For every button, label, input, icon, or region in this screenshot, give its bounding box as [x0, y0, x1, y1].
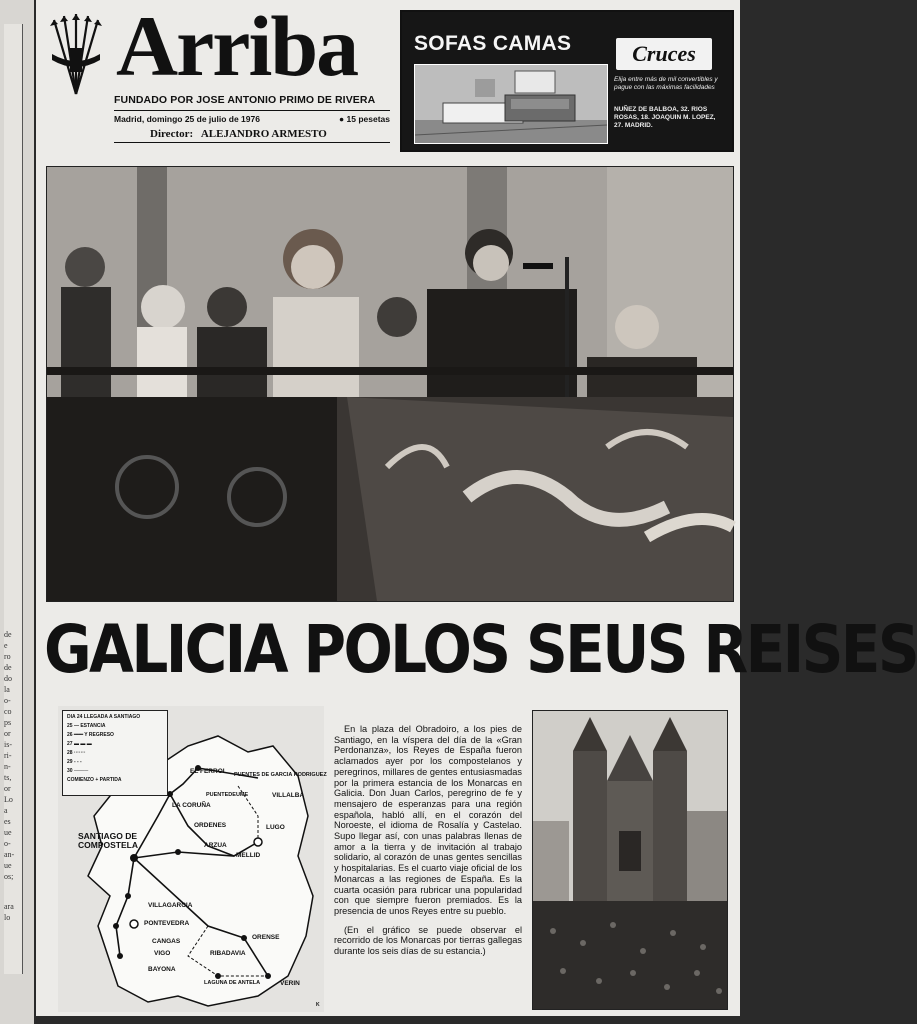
- adjacent-text-fragment: de: [4, 630, 12, 639]
- legend-row: [67, 713, 163, 722]
- map-place-label: BAYONA: [148, 966, 176, 973]
- adjacent-text-fragment: de: [4, 663, 12, 672]
- royal-balcony-photo: [46, 166, 734, 602]
- adjacent-text-fragment: os;: [4, 872, 14, 881]
- adjacent-text-fragment: co: [4, 707, 12, 716]
- ad-addresses: NUÑEZ DE BALBOA, 32. RIOS ROSAS, 18. JOAQUIN M. LOPEZ, 27. MADRID.: [614, 106, 716, 129]
- founder-line: FUNDADO POR JOSE ANTONIO PRIMO DE RIVERA: [114, 94, 376, 106]
- legend-footer: COMIENZO + PARTIDA: [67, 777, 122, 783]
- legend-day: DIA 24: [67, 714, 83, 720]
- adjacent-text-fragment: ts,: [4, 773, 12, 782]
- galicia-route-map: [58, 706, 327, 1012]
- adjacent-text-fragment: do: [4, 674, 12, 683]
- legend-row: 30 ────: [67, 768, 89, 774]
- adjacent-page-edge: [0, 0, 34, 1024]
- map-place-label: VILLAGARCIA: [148, 902, 193, 909]
- legend-row: 26 ━━━ Y REGRESO: [67, 732, 114, 738]
- lead-article: [334, 724, 522, 957]
- newspaper-front-page: [36, 0, 917, 1016]
- adjacent-text-fragment: a: [4, 806, 8, 815]
- legend-row: 27 ▬ ▬ ▬: [67, 741, 92, 747]
- map-place-label: EL FERROL: [190, 768, 227, 775]
- masthead: [114, 0, 390, 143]
- date-price-line: [114, 110, 390, 124]
- santiago-cathedral-photo: [532, 710, 728, 1010]
- adjacent-text-fragment: n-: [4, 762, 11, 771]
- ad-sofa-photo: [414, 64, 608, 144]
- map-place-label: LUGO: [266, 824, 285, 831]
- map-place-label: PUENTES DE GARCIA RODRIGUEZ: [234, 772, 327, 778]
- legend-text: LLEGADA A SANTIAGO: [83, 714, 141, 720]
- adjacent-text-fragment: an-: [4, 850, 15, 859]
- ad-offer-text: Elija entre más de mil convertibles y pague con las máximas facilidades: [614, 76, 718, 91]
- map-place-label: VILLALBA: [272, 792, 305, 799]
- adjacent-text-fragment: or: [4, 729, 11, 738]
- map-corner-mark: K: [316, 1002, 320, 1008]
- map-place-label: PONTEVEDRA: [144, 920, 190, 927]
- main-headline: GALICIA POLOS SEUS REISES: [44, 611, 917, 688]
- adjacent-text-fragment: ro: [4, 652, 11, 661]
- map-place-label: LA CORUÑA: [172, 802, 211, 809]
- legend-text: Y REGRESO: [84, 732, 114, 738]
- legend-row: 28 ·······: [67, 750, 86, 756]
- ad-title: SOFAS CAMAS: [414, 32, 572, 55]
- map-place-label: PUENTEDEUME: [206, 792, 249, 798]
- adjacent-text-fragment: ri-: [4, 751, 12, 760]
- map-place-label: ARZUA: [204, 842, 227, 849]
- legend-day: 30: [67, 768, 73, 774]
- ad-brand-logo: Cruces: [616, 38, 712, 70]
- yoke-and-arrows-emblem-icon: [46, 8, 106, 98]
- adjacent-text-fragment: o-: [4, 696, 11, 705]
- director-name: ALEJANDRO ARMESTO: [200, 128, 327, 140]
- legend-day: 27: [67, 741, 73, 747]
- map-place-label: LAGUNA DE ANTELA: [204, 980, 261, 986]
- adjacent-text-fragment: e: [4, 641, 8, 650]
- adjacent-text-fragment: es: [4, 817, 11, 826]
- adjacent-text-fragment: is-: [4, 740, 12, 749]
- legend-row: 29 - - -: [67, 759, 82, 765]
- article-paragraph: En la plaza del Obradoiro, a los pies de Santiago, en la víspera del día de la «Gran Perdonanza», los Reyes de España fueron aclamados ayer por los compostelanos y peregrinos, millares de gentes entusiasmadas por la primera estancia de los Monarcas en Galicia. Don Juan Carlos, peregrino de fe y mensajero de esperanzas para una región española, habló allí, en el corazón del Noroeste, el idioma de Rosalía y Castelao. Supo llegar así, con unas palabras llenas de amor a la tierra y de invitación al trabajo solidario, al corazón de unas gentes sencillas y hospitalarias. Es el cuarto viaje oficial de los Monarcas a las regiones de España. Es la cuarta ocasión para rubricar una popularidad con que siempre fueron premiados. Es la presencia de unos Reyes entre su pueblo.: [334, 724, 522, 916]
- sofa-bed-advertisement: [400, 10, 734, 152]
- map-place-label: VERIN: [280, 980, 300, 987]
- adjacent-text-fragment: ue: [4, 828, 12, 837]
- map-place-label: VIGO: [154, 950, 171, 957]
- map-place-label: ORENSE: [252, 934, 280, 941]
- legend-day: 28: [67, 750, 73, 756]
- issue-date: Madrid, domingo 25 de julio de 1976: [114, 114, 260, 124]
- map-place-label: RIBADAVIA: [210, 950, 246, 957]
- adjacent-page-column: [4, 24, 23, 974]
- map-place-label: CANGAS: [152, 938, 181, 945]
- legend-text: ESTANCIA: [80, 723, 106, 729]
- adjacent-text-fragment: Lo: [4, 795, 13, 804]
- adjacent-text-fragment: lo: [4, 913, 11, 922]
- legend-day: 25: [67, 723, 73, 729]
- adjacent-text-fragment: or: [4, 784, 11, 793]
- adjacent-text-fragment: ara: [4, 902, 14, 911]
- map-place-label: SANTIAGO DE COMPOSTELA: [78, 831, 138, 850]
- legend-day: 29: [67, 759, 73, 765]
- article-caption-note: (En el gráfico se puede observar el recorrido de los Monarcas por tierras gallegas durante los seis días de su estancia.): [334, 924, 522, 957]
- legend-day: 26: [67, 732, 73, 738]
- map-legend: [62, 710, 168, 796]
- adjacent-text-fragment: la: [4, 685, 10, 694]
- map-place-label: ORDENES: [194, 822, 227, 829]
- issue-price-wrapper: ● 15 pesetas: [339, 114, 390, 124]
- legend-row: 25 — ESTANCIA: [67, 723, 106, 729]
- director-line: [114, 128, 390, 143]
- adjacent-text-fragment: ue: [4, 861, 12, 870]
- newspaper-title: Arriba: [116, 0, 358, 94]
- map-place-label: MELLID: [236, 852, 261, 859]
- adjacent-text-fragment: o-: [4, 839, 11, 848]
- director-label: Director:: [150, 128, 194, 140]
- issue-price: 15 pesetas: [346, 114, 390, 124]
- adjacent-text-fragment: ps: [4, 718, 12, 727]
